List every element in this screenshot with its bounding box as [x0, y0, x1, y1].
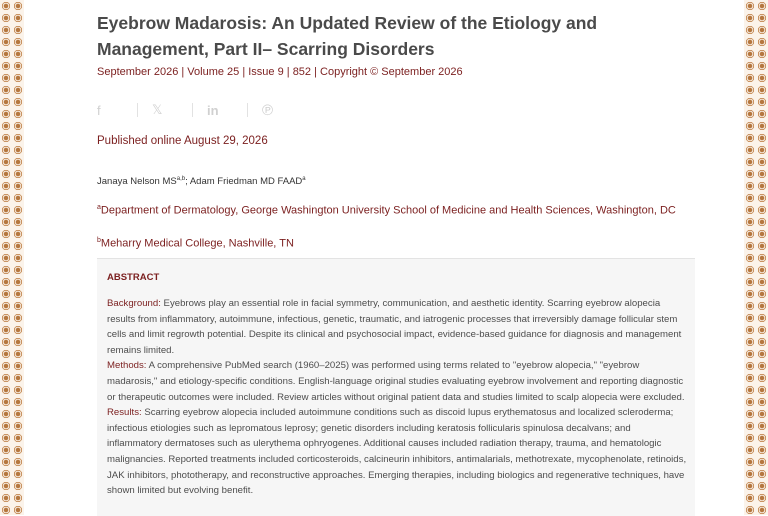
affiliation — [97, 201, 692, 218]
abstract-results — [107, 405, 687, 499]
affiliation — [97, 234, 692, 251]
author-name[interactable]: Janaya Nelson MS — [97, 176, 177, 188]
author-affiliation-marker: a,b — [176, 176, 186, 182]
results-text: Scarring eyebrow alopecia included autoimmune conditions such as discoid lupus erythematosus and localized scleroderma; infectious etiologies such as lepromatous leprosy; genetic disorders including keratosis follicularis spinulosa decalvans; and inflammatory dermatoses such as ulerythema ophryogenes. Additional causes included radiation therapy, trauma, and hematologic malignancies. Reported treatments included corticosteroids, calcineurin inhibitors, antimalarials, methotrexate, mycophenolate, retinoids, JAK inhibitors, phototherapy, and reconstructive approaches. Emerging therapies, including biologics and regenerative techniques, have shown limited but evolving benefit. — [107, 407, 687, 497]
affiliation-text: Department of Dermatology, George Washington University School of Medicine and Health Sciences, Washington, DC — [100, 204, 676, 217]
linkedin-icon[interactable]: in — [207, 102, 219, 118]
abstract-body — [107, 296, 687, 499]
results-label: Results: — [107, 407, 142, 419]
background-text: Eyebrows play an essential role in facial symmetry, communication, and aesthetic identity. Scarring eyebrow alopecia results from inflammatory, autoimmune, infectious, genetic, traumatic, and iatrogenic processes that irreversibly damage follicular stem cells and limit regrowth potential. Despite its clinical and psychosocial impact, evidence-based guidance for diagnosis and management remains limited. — [107, 298, 682, 356]
decorative-border-right — [744, 0, 768, 515]
affiliation-marker: a — [97, 204, 101, 211]
share-bar — [97, 100, 302, 120]
abstract-heading: ABSTRACT — [107, 272, 160, 283]
decorative-border-left — [0, 0, 24, 515]
x-twitter-icon[interactable]: 𝕏 — [152, 102, 163, 117]
abstract-section — [97, 258, 695, 516]
share-divider — [137, 103, 138, 117]
affiliation-text: Meharry Medical College, Nashville, TN — [100, 237, 294, 250]
facebook-icon[interactable]: f — [97, 102, 101, 118]
abstract-background — [107, 296, 687, 358]
author-affiliation-marker: a — [302, 176, 306, 182]
article-title: Eyebrow Madarosis: An Updated Review of the Etiology and Management, Part II– Scarring Disorders — [97, 13, 598, 59]
author-name[interactable]: Adam Friedman MD FAAD — [189, 176, 303, 188]
author-separator: ; — [185, 176, 190, 188]
methods-text: A comprehensive PubMed search (1960–2025) was performed using terms related to "eyebrow alopecia," "eyebrow madarosis," and etiology-specific conditions. English-language original studies evaluating eyebrow involvement and reporting diagnostic or therapeutic outcomes were included. Review articles without original patient data and studies limited to scalp alopecia were excluded. — [107, 360, 685, 403]
share-divider — [247, 103, 248, 117]
pinterest-icon[interactable]: ℗ — [262, 101, 274, 119]
affiliation-marker: b — [97, 237, 101, 244]
share-divider — [192, 103, 193, 117]
abstract-methods — [107, 358, 687, 405]
background-label: Background: — [107, 298, 161, 309]
citation-line: September 2026 | Volume 25 | Issue 9 | 852 | Copyright © September 2026 — [97, 66, 463, 78]
methods-label: Methods: — [107, 360, 147, 372]
published-date: Published online August 29, 2026 — [97, 135, 268, 147]
author-list — [97, 176, 306, 187]
